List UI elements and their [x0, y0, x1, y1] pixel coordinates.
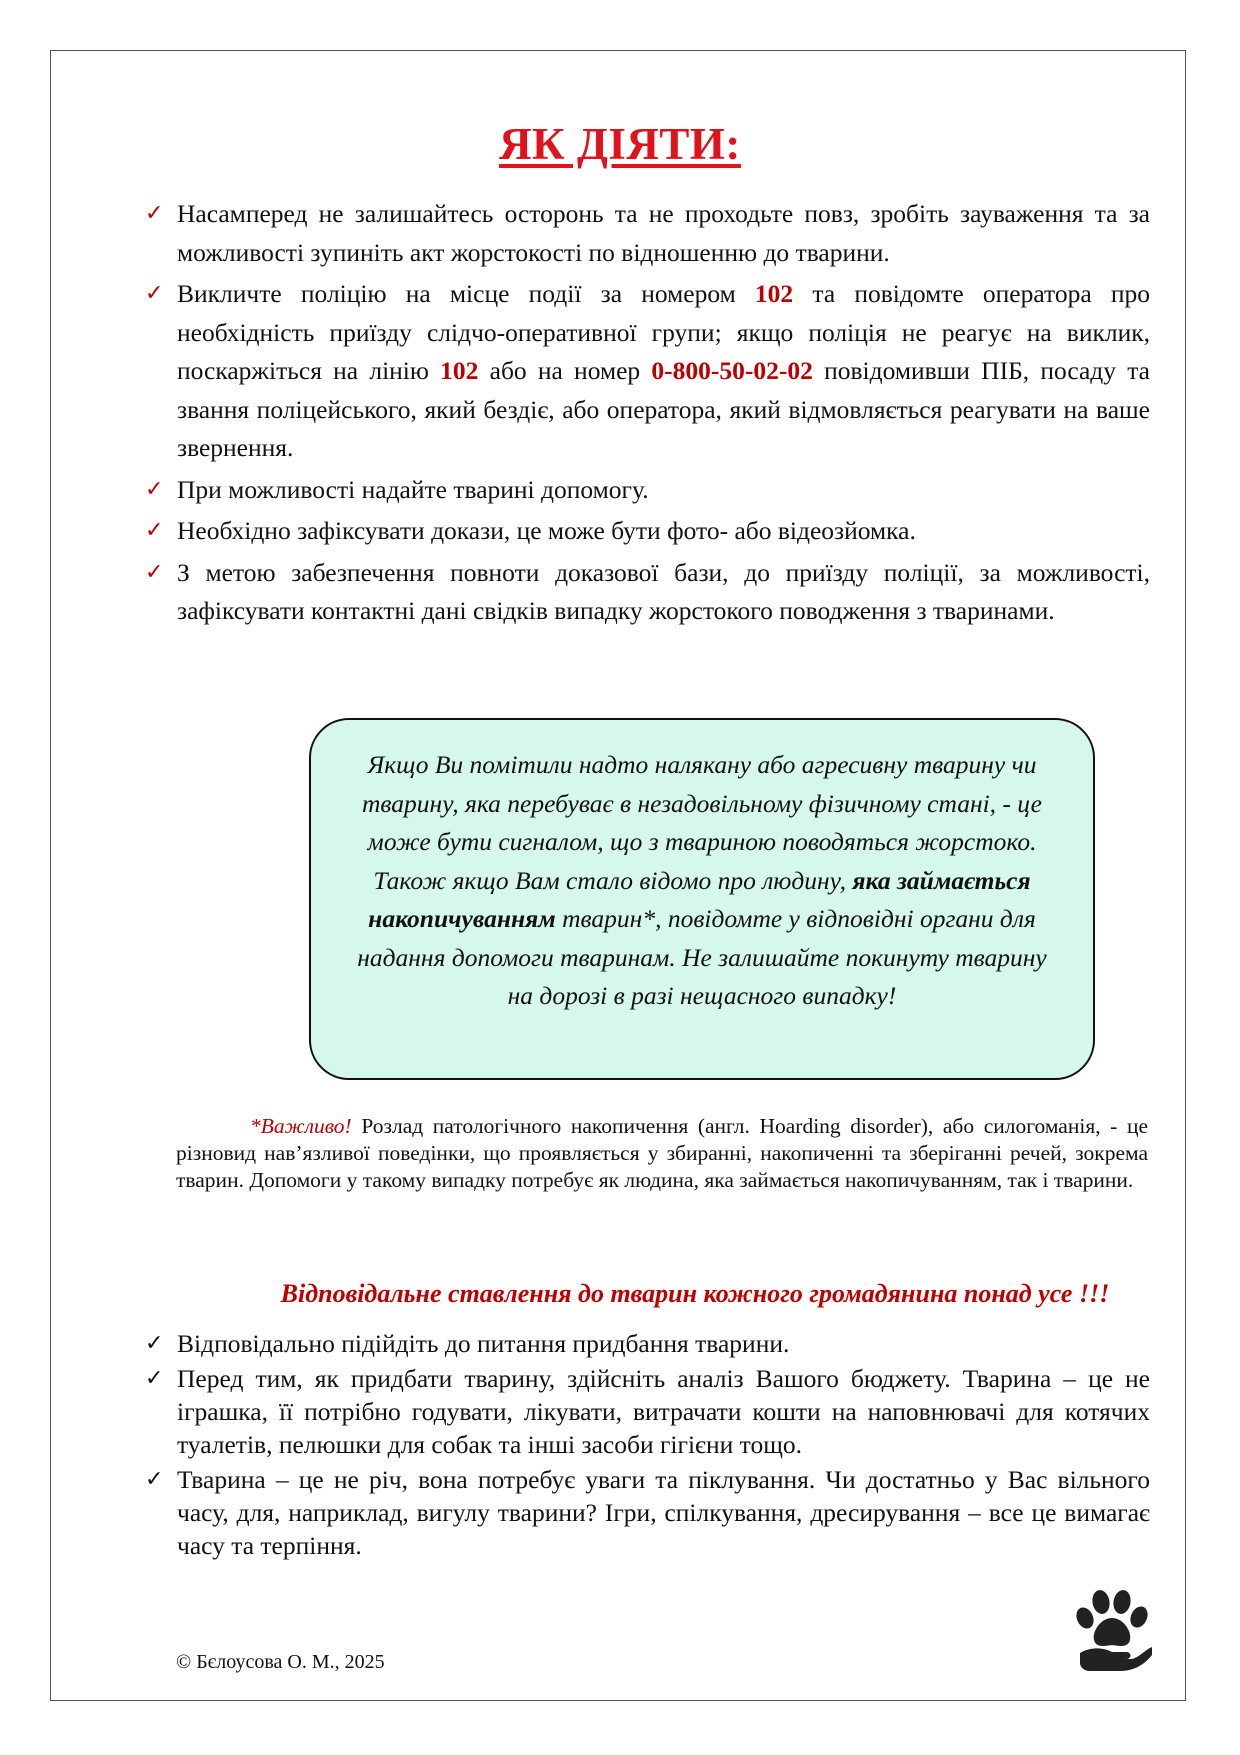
check-mark-icon: ✓ [145, 1467, 164, 1492]
action-item [145, 195, 1150, 272]
responsibility-text: Тварина – це не річ, вона потребує уваги та піклування. Чи достатньо у Вас вільного часу, для, наприклад, вигулу тварини? Ігри, спілкування, дресирування – все це вимагає часу та терпіння. [177, 1465, 1150, 1560]
note-lead: *Важливо! [250, 1114, 352, 1138]
action-text: або на номер [478, 356, 652, 385]
action-text: З метою забезпечення повноти доказової бази, до приїзду поліції, за можливості, зафіксувати контактні дані свідків випадку жорстокого поводження з тваринами. [177, 557, 1150, 625]
check-mark-icon: ✓ [145, 518, 164, 543]
slogan: Відповідальне ставлення до тварин кожного громадянина понад усе !!! [280, 1279, 1110, 1308]
callout-text: Якщо Ви помітили надто налякану або агресивну тварину чи тварину, яка перебуває в незадовільному фізичному стані, - це може бути сигналом, що з твариною поводяться жорстоко. Також якщо Вам стало відомо про людину, [361, 750, 1043, 895]
check-mark-icon: ✓ [145, 1331, 164, 1356]
check-mark-icon: ✓ [145, 281, 164, 306]
check-mark-icon: ✓ [145, 201, 164, 226]
responsibility-item [145, 1362, 1150, 1461]
copyright: © Бєлоусова О. М., 2025 [176, 1651, 385, 1673]
police-number: 102 [754, 279, 794, 308]
check-mark-icon: ✓ [145, 559, 164, 585]
important-note [176, 1113, 1148, 1194]
police-number: 102 [440, 356, 479, 385]
action-text: Викличте поліцію на місце події за номером [177, 279, 755, 308]
action-text: повідомивши ПІБ, посаду та звання поліцейського, який бездіє, або оператора, який відмовляється реагувати на ваше звернення. [177, 356, 1151, 462]
callout-text: тварин*, повідомте у відповідні органи для надання допомоги тваринам. Не залишайте покинуту тварину на дорозі в разі нещасного випадку! [357, 904, 1047, 1010]
page-title: ЯК ДІЯТИ: [499, 119, 741, 169]
action-text: При можливості надайте тварині допомогу. [177, 474, 649, 504]
action-item [145, 471, 1150, 510]
action-item [145, 275, 1150, 468]
hotline-number: 0-800-50-02-02 [651, 356, 813, 385]
action-text: Насамперед не залишайтесь осторонь та не проходьте повз, зробіть зауваження та за можливості зупиніть акт жорстокості по відношенню до тварини. [177, 199, 1150, 267]
responsibility-item [145, 1327, 1150, 1360]
note-text: Розлад патологічного накопичення (англ. Hoarding disorder), або силогоманія, - це різновид нав’язливої поведінки, що проявляється у збиранні, накопиченні та зберіганні речей, зокрема тварин. Допомоги у такому випадку потребує як людина, яка займається накопичуванням, так і тварини. [176, 1114, 1148, 1192]
action-text: та повідомте оператора про необхідність приїзду слідчо-оперативної групи; якщо поліція не реагує на виклик, поскаржіться на лінію [177, 279, 1150, 385]
warning-callout [309, 718, 1095, 1080]
responsibility-text: Перед тим, як придбати тварину, здійсніть аналіз Вашого бюджету. Тварина – це не іграшка, її потрібно годувати, лікувати, витрачати кошти на наповнювачі для котячих туалетів, пелюшки для собак та інші засоби гігієни тощо. [177, 1364, 1150, 1459]
action-text: Необхідно зафіксувати докази, це може бути фото- або відеозйомка. [177, 516, 916, 545]
responsibility-list [145, 1327, 1150, 1564]
callout-bold-text: яка займається накопичуванням [368, 865, 1031, 933]
check-mark-icon: ✓ [145, 1366, 164, 1391]
responsibility-item [145, 1463, 1150, 1562]
paw-in-hand-icon [1072, 1585, 1154, 1673]
check-mark-icon: ✓ [145, 476, 164, 502]
action-item [145, 554, 1150, 631]
action-item [145, 512, 1150, 551]
responsibility-text: Відповідально підійдіть до питання придбання тварини. [177, 1329, 790, 1358]
action-list [145, 195, 1150, 634]
